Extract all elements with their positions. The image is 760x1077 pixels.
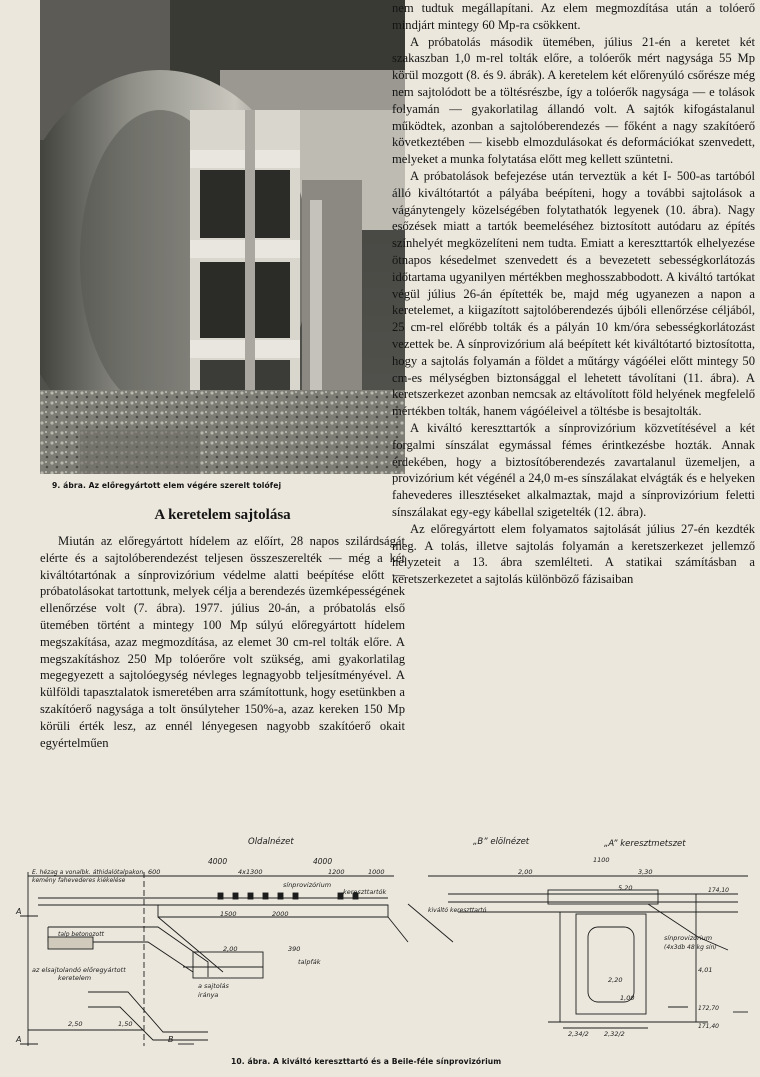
dim-label: 2,32/2 <box>604 1030 625 1038</box>
label-sinprovizorium: sínprovizórium <box>664 934 713 942</box>
label-sajtolando: az elsajtolandó előregyártott <box>32 966 126 974</box>
dim-label: 4x1300 <box>238 868 263 876</box>
section-heading: A keretelem sajtolása <box>154 507 291 523</box>
dim-label: 1000 <box>368 868 385 876</box>
dim-label: 172,70 <box>698 1005 719 1012</box>
dim-label: 2,20 <box>608 976 623 984</box>
dim-label: 1200 <box>328 868 345 876</box>
right-text-column <box>392 0 755 588</box>
paragraph: A próbatolások befejezése után terveztük a két I- 500-as tartóból álló kiváltótartót a pályába beépíteni, hogy a további sajtolások a vágánytengely közelségében folytathatók legyenek (10. ábra). Nagy esőzések miatt a tartók beemeléséhez biztosított autódaru az építés színhelyét megközelíteni nem tudta. Emiatt a kereszttartók elhelyezése ötnapos késedelmet szenvedett és a bevezetett sebességkorlátozás időtartama ugyanilyen mértékben meghosszabbodott. A kiváltó tartókat végül július 26-án építették be, majd még ugyanezen a napon a keretelemet, a kiigazított sajtolóberendezés újbóli ellenőrzése céljából, 25 cm-rel előrébb tolták és a pályán 10 km/óra sebességkorlátozást vezettek be. A sínprovizórium alá beépített két kiváltótartó biztosította, hogy a sajtolás folyamán a földet a műtárgy vágóélei előtt mintegy 50 cm-es mélységben biztonsággal el lehetett távolítani (11. ábra). A keretszerkezet azonban nemcsak az eltávolított föld helyének megfelelő mértékben tolták, hanem vágóéleivel a töltésbe is besajtolták. <box>392 168 755 419</box>
dim-label: 171,40 <box>698 1023 719 1030</box>
dim-label: 3,30 <box>638 868 653 876</box>
dim-label: 4,01 <box>698 966 713 974</box>
section-mark-a: A <box>16 1035 22 1044</box>
dim-label: 5,20 <box>618 884 633 892</box>
dim-label: 2000 <box>272 910 289 918</box>
dim-label: 390 <box>288 945 301 953</box>
dim-label: 1,00 <box>620 994 635 1002</box>
label-kivalto: kiváltó kereszttartó <box>428 907 487 914</box>
dim-label: 2,50 <box>68 1020 83 1028</box>
label-b-elolnezet: „B” elölnézet <box>473 837 530 847</box>
figure-10-drawing <box>8 832 752 1046</box>
label-sajtolas-iranya: iránya <box>198 991 219 999</box>
label-kereszttartok: kereszttartók <box>343 888 387 896</box>
label-sajtolando: keretelem <box>58 974 92 982</box>
figure-9-caption: 9. ábra. Az előregyártott elem végére szerelt tolófej <box>52 481 282 490</box>
label-sinprovizorium: sínprovizórium <box>283 881 332 889</box>
paragraph: Az előregyártott elem folyamatos sajtolását július 27-én kezdték meg. A tolás, illetve sajtolás folyamán a keretszerkezet jellemző helyzeteit a 13. ábra szemlélteti. A statikai számításban a keretszerkezetet a sajtolás különböző fázisaiban <box>392 521 755 587</box>
dim-label: 1,50 <box>118 1020 133 1028</box>
dim-label: 2,00 <box>518 868 533 876</box>
paragraph: Miután az előregyártott hídelem az előírt, 28 napos szilárdságát elérte és a sajtolóberendezést teljesen összeszerelték — még a két kiváltótartónak a sínprovizórium védelme alatti beépítése előtt — próbatolásokat tartottunk, melyek célja a berendezés üzemképességének ellenőrzése volt (7. ábra). 1977. július 20-án, a próbatolás első ütemében történt a mintegy 100 Mp súlyú előregyártott hídelem megszakítása, azaz megmozdítása, az elemet 30 cm-rel tolták előre. A megszakításhoz 250 Mp tolóerőre volt szükség, ami gyakorlatilag megegyezett a sajtolóegység névleges legnagyobb teljesítményével. A külföldi tapasztalatok ismeretében arra számítottunk, hogy esetünkben a szakítóerő nagysága a tolt önsúlyteher 150%-a, azaz kereken 150 Mp körüli érték lesz, az ennél lényegesen nagyobb szakítóerő okait egyértelműen <box>40 534 405 750</box>
label-a-keresztmetszet: „A” keresztmetszet <box>604 839 686 849</box>
label-oldalnezet: Oldalnézet <box>248 837 294 847</box>
dim-label: 4000 <box>208 857 228 866</box>
dim-label: 2,00 <box>223 945 238 953</box>
dim-label: 1500 <box>220 910 237 918</box>
section-mark-b: B <box>168 1035 174 1044</box>
paragraph: A próbatolás második ütemében, július 21-én a keretet két szakaszban 1,0 m-rel tolták előre, a tolóerők mért nagysága 55 Mp körül mozgott (8. és 9. ábrák). A keretelem két előrenyúló csőrésze még nem sajtolódott be a töltésrészbe, így a tolóerők nagysága — e tolások folyamán — gyakorlatilag állandó volt. A sajtók kifogástalanul működtek, azonban a sajtolóberendezés — főként a nagy szakítóerő következtében — kisebb elmozdulásokat és deformációkat szenvedett, melyeket a munka folytatása előtt meg kellett szüntetni. <box>392 34 755 167</box>
label-lab-beton: talp betonozott <box>58 931 104 938</box>
dim-label: 600 <box>148 868 161 876</box>
paragraph: A kiváltó kereszttartók a sínprovizórium közvetítésével a két forgalmi sínszálat egymással fémes érintkezésbe hozták. Annak érdekében, hogy a biztosítóberendezés zavartalanul üzemeljen, a provizórium két végénél a 24,0 m-es sínszálakat elvágták és e helyeken fahevederes illesztéseket alkalmaztak, majd a sínprovizórium feletti sínszálakat egy-egy kábellal szigetelték (12. ábra). <box>392 420 755 519</box>
label-note2: kemény fahevederes kiékelése <box>32 877 126 884</box>
dim-label: 1100 <box>593 856 610 864</box>
dim-label: 2,34/2 <box>568 1030 589 1038</box>
label-talpfak: talpfák <box>298 958 321 966</box>
label-note1: E. hézag a vonalbk. áthidalótalpakon <box>32 869 144 876</box>
dim-label: 174,10 <box>708 887 729 894</box>
dim-label: 4000 <box>313 857 333 866</box>
left-text-column <box>40 533 405 751</box>
figure-9-photo <box>40 0 405 474</box>
paragraph: nem tudtuk megállapítani. Az elem megmozdítása után a tolóerő mindjárt mintegy 60 Mp-ra csökkent. <box>392 1 755 32</box>
section-mark-a: A <box>16 907 22 916</box>
label-sinprovizorium-detail: (4x3db 48 kg sín) <box>664 944 717 951</box>
label-sajtolas-iranya: a sajtolás <box>198 982 229 990</box>
figure-10-caption: 10. ábra. A kiváltó kereszttartó és a Beile-féle sínprovizórium <box>231 1057 502 1066</box>
